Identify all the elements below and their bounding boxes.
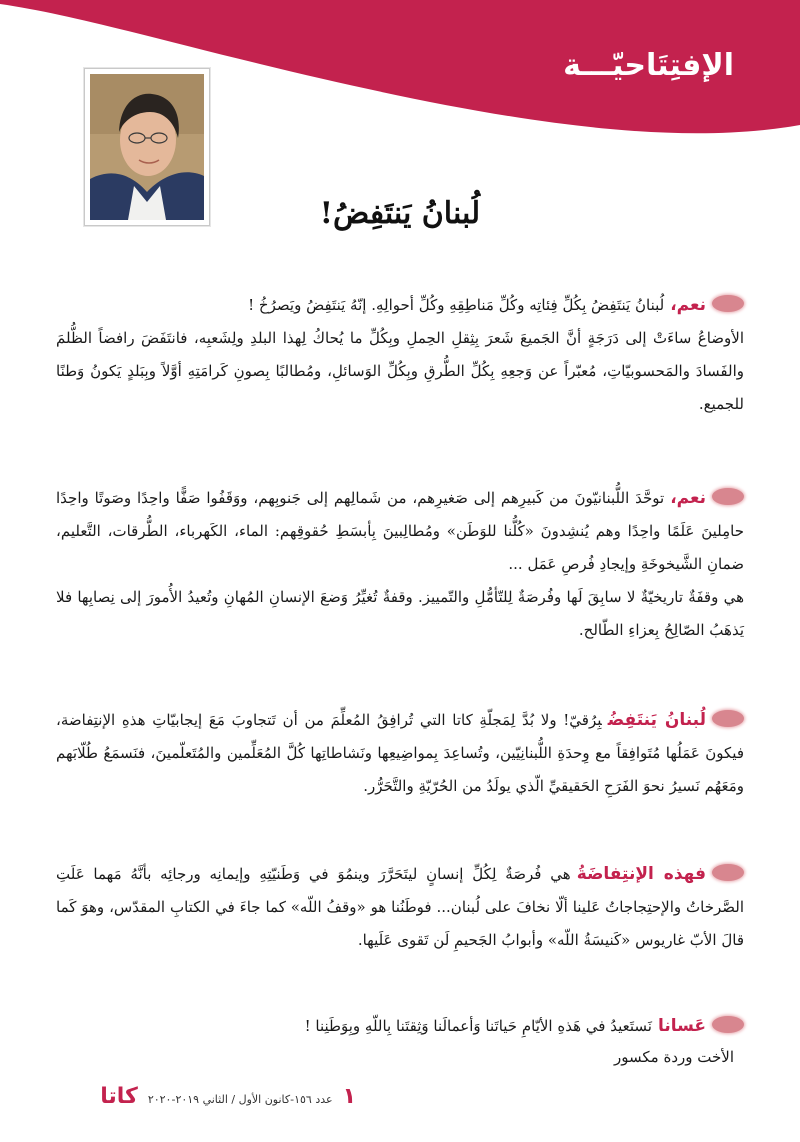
brush-dot-icon: [712, 1016, 744, 1033]
paragraph-continuation: الأوضاعُ ساءَتْ إلى دَرَجَةٍ أنَّ الجَميعَ شَعرَ بِثِقلِ الحِملِ وبِكُلِّ ما يُحاكُ لِهذا البلدِ ولِشَعبِه، فانتَفَضَ رافضاً الظُّلمَ والفَسادَ والمَحسوبيّاتِ، مُعبّراً عن وَجعِهِ بِكُلِّ الطُّرقِ وبِكُلِّ الوَسائلِ، ومُطالبًا بِصونِ كَرامَتِهِ أوَّلاً وبِبَلدٍ يَكونُ وَطنًا للجميع.: [56, 329, 744, 413]
issue-info: عدد ١٥٦-كانون الأول / الثاني ٢٠١٩-٢٠٢٠: [147, 1093, 333, 1106]
paragraph-keyword: نعم،: [670, 295, 706, 315]
paragraph: [56, 482, 744, 647]
paragraph-keyword: فهذه الإنتِفاضَةُ: [576, 864, 706, 884]
article-title: لُبنانُ يَنتَفِضُ!: [319, 196, 481, 231]
paragraph-keyword: عَسانا: [657, 1016, 706, 1036]
paragraph-text: لُبنانُ يَنتَفِضُ بِكُلِّ فِئاتِه وكُلِّ مَناطِقِهِ وكُلِّ أحوالِهِ. إنّهُ يَنتَفِضُ ويَصرُخُ !: [248, 296, 665, 314]
brush-dot-icon: [712, 710, 744, 727]
paragraph: [56, 858, 744, 957]
paragraph: [56, 1010, 744, 1043]
brush-dot-icon: [712, 864, 744, 881]
paragraph-keyword: نعم،: [670, 488, 706, 508]
page-number: ١: [342, 1084, 356, 1109]
brush-dot-icon: [712, 488, 744, 505]
paragraph-text: بِرُقيّ! ولا بُدَّ لِمَجلّةِ كاتا التي تُرافِقُ المُعلِّمَ من أن تَتجاوبَ مَعَ إيجابيّاتِ هذهِ الإنتِفاضة، فيكونَ عَمَلُها مُتَوافِقاً مع وِحدَةِ اللُّبنانِيّين، وتُساعِدَ بِمواضِيعِها ونَشاطاتِها كُلَّ المُعَلِّمين والمُتَعلّمينَ، فنَسمَعُ طُلّابَهم ومَعَهُم نَسيرُ نحوَ الفَرَحِ الحَقيقيِّ الّذي يولَدُ من الحُرّيّةِ والتَّحَرُّر.: [56, 711, 744, 795]
paragraph-continuation: هي وقفَةٌ تاريخيّةٌ لا سابِقَ لَها وفُرصَةٌ لِلتّأمُّلِ والتّمييز. وقفةٌ تُغيِّرُ وَضعَ الإنسانِ المُهانِ وتُعيدُ الأُمورَ إلى نِصابِها فلا يَذهَبُ الصّالِحُ بِعزاءِ الطّالح.: [56, 588, 744, 639]
paragraph-text: توحَّدَ اللُّبنانيّونَ من كَبيرِهم إلى صَغيرِهم، من شَمالِهم إلى جَنوبِهم، ووَقَفُوا صَفًّا واحِدًا وصَوتًا واحِدًا حامِلينَ عَلَمًا واحِدًا وهم يُنشِدونَ «كُلُّنا للوَطَن» ومُطالِبينَ بِأبسَطِ حُقوقِهم: الماء، الكَهرباء، الطُّرقات، التَّعليم، ضمانِ الشَّيخوخَةِ وإيجادِ فُرصِ عَمَل ...: [56, 489, 744, 573]
paragraph-keyword: لُبنانُ يَنتَفِضُ: [607, 710, 706, 730]
paragraph-text: هي فُرصَةٌ لِكُلِّ إنسانٍ ليتَحَرَّرَ وينمُوَ في وَطَنيّتِهِ وإيمانِه ورجائِه بأنَّهُ مَهما عَلَتِ الصَّرخاتُ والإحتِجاجاتُ عَلينا ألّا نخافَ على لُبنان... فوطَنُنا هو «وقفُ اللّه» كما جاءَ في الكتابِ المقدّس، وهوَ كَما قالَ الأبّ غاريوس «كَنيسَةُ اللّه» وأبوابُ الجَحيمِ لَن تَقوى عَلَيها.: [56, 865, 744, 949]
author-photo: [84, 68, 210, 226]
magazine-logo: كاتا: [100, 1084, 138, 1109]
paragraph: [56, 704, 744, 803]
author-signature: الأخت وردة مكسور: [614, 1048, 734, 1066]
paragraph-text: نَستَعيدُ في هَذهِ الأيّامِ حَياتَنا وَأعمالَنا وَثِقتَنا بِاللّهِ وبِوَطَنِنا !: [304, 1017, 652, 1035]
brush-dot-icon: [712, 295, 744, 312]
page-footer: [56, 1084, 356, 1109]
section-title: الإفتِتَاحيّـــة: [563, 48, 734, 83]
paragraph: [56, 289, 744, 421]
